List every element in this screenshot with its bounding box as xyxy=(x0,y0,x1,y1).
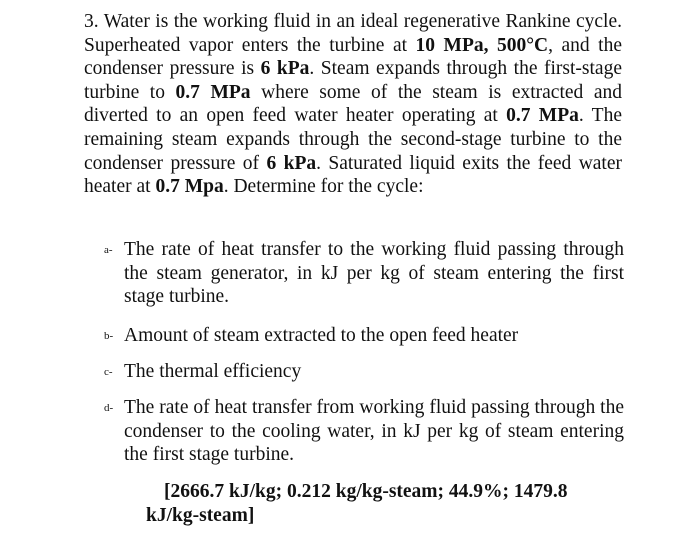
intro-text-4: where some of the steam is extracted and diverted to an open feed water heater operating at xyxy=(84,81,622,127)
heater-pressure: 0.7 MPa xyxy=(506,105,579,127)
condenser-pressure: 6 kPa xyxy=(260,58,310,80)
intro-text-5: . The remaining steam expands through the second-stage turbine to the condenser pressure of xyxy=(84,105,622,174)
answer-key xyxy=(146,480,644,527)
list-item-text: The thermal efficiency xyxy=(124,361,302,382)
intro-text-3: . Steam expands through the first-stage turbine to xyxy=(84,58,622,103)
intro-text-2: , and the condenser pressure is xyxy=(84,34,622,80)
intro-text-7: . Determine for the cycle: xyxy=(223,176,424,198)
problem-statement xyxy=(84,10,622,199)
list-item-b xyxy=(104,324,624,348)
heater-exit-pressure: 0.7 Mpa xyxy=(155,176,224,198)
answer-line-1: [2666.7 kJ/kg; 0.212 kg/kg-steam; 44.9%; 1479.8 xyxy=(164,481,568,502)
intro-text-1: 3. Water is the working fluid in an ideal regenerative Rankine cycle. Superheated vapor enters the turbine at xyxy=(84,11,622,56)
list-item-a xyxy=(104,238,624,309)
list-item-c xyxy=(104,360,624,384)
list-item-text: Amount of steam extracted to the open feed heater xyxy=(124,325,519,346)
turbine-inlet-condition: 10 MPa, 500°C xyxy=(415,34,549,56)
list-marker: d- xyxy=(104,402,114,414)
list-item-text: The rate of heat transfer from working fluid passing through the condenser to the cooling water, in kJ per kg of steam entering the first stage turbine. xyxy=(124,397,624,466)
condenser-pressure-2: 6 kPa xyxy=(266,152,317,174)
list-item-d xyxy=(104,396,624,467)
list-item-text: The rate of heat transfer to the working fluid passing through the steam generator, in kJ per kg of steam entering the first stage turbine. xyxy=(124,239,624,308)
intro-text-6: . Saturated liquid exits the feed water heater at xyxy=(84,152,622,198)
list-marker: a- xyxy=(104,244,113,256)
list-marker: c- xyxy=(104,366,113,378)
extraction-pressure: 0.7 MPa xyxy=(175,81,251,103)
list-marker: b- xyxy=(104,330,114,342)
answer-line-2: kJ/kg-steam] xyxy=(146,504,255,526)
